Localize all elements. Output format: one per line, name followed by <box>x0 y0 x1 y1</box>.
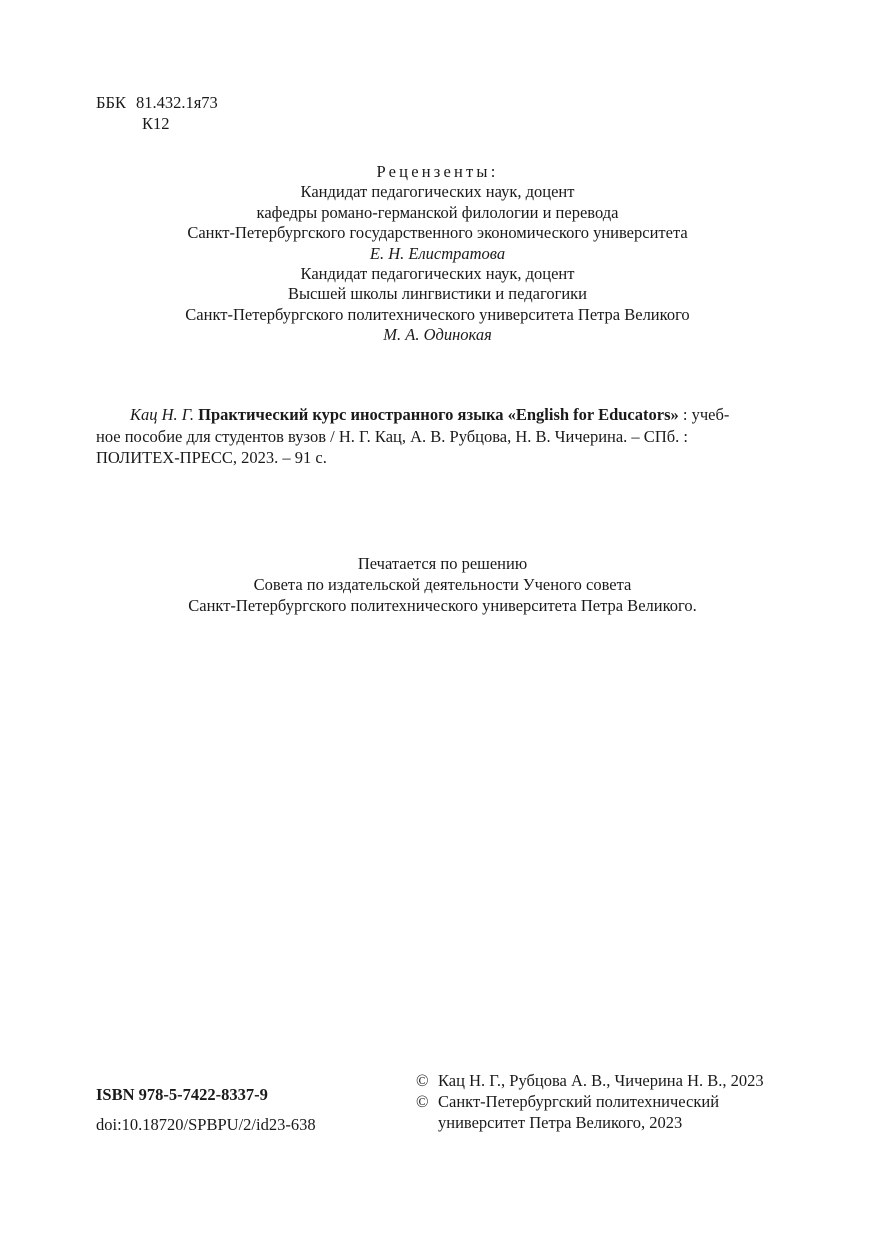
publication-approval <box>0 554 875 616</box>
isbn: ISBN 978-5-7422-8337-9 <box>96 1085 268 1104</box>
copyright-authors: Кац Н. Г., Рубцова А. В., Чичерина Н. В., 2023 <box>438 1071 764 1090</box>
reviewer-affiliation-line: Санкт-Петербургского политехнического университета Петра Великого <box>185 304 690 324</box>
bbk-code: 81.432.1я73 <box>135 93 218 112</box>
citation-line-2: ное пособие для студентов вузов / Н. Г. Кац, А. В. Рубцова, Н. В. Чичерина. – СПб. : <box>96 426 688 446</box>
author-mark: К12 <box>142 114 170 133</box>
copyright-university: Санкт-Петербургский политехнический <box>438 1092 720 1112</box>
bbk-label: ББК <box>96 93 126 112</box>
citation-line-3: ПОЛИТЕХ-ПРЕСС, 2023. – 91 с. <box>96 448 327 467</box>
reviewer-affiliation-line: Высшей школы лингвистики и педагогики <box>287 284 588 304</box>
citation-title: Практический курс иностранного языка «English for Educators» <box>198 405 679 424</box>
approval-line: Санкт-Петербургского политехнического университета Петра Великого. <box>188 595 697 615</box>
copyright-line-1 <box>416 1070 764 1091</box>
copyright-symbol: © <box>416 1071 429 1090</box>
bibliographic-citation <box>96 404 789 469</box>
copyright-line-2 <box>416 1091 764 1112</box>
citation-author: Кац Н. Г. <box>130 405 195 424</box>
copyright-line-3: университет Петра Великого, 2023 <box>438 1113 683 1133</box>
citation-line-1 <box>130 404 789 426</box>
reviewer-name: М. А. Одинокая <box>383 325 492 345</box>
reviewer-affiliation-line: кафедры романо-германской филологии и перевода <box>256 202 619 222</box>
reviewers-block <box>0 162 875 346</box>
approval-line: Печатается по решению <box>357 554 528 573</box>
copyright-block <box>416 1070 764 1134</box>
reviewer-affiliation-line: Кандидат педагогических наук, доцент <box>300 182 575 202</box>
citation-line1-rest: : учеб- <box>678 405 730 424</box>
doi: doi:10.18720/SPBPU/2/id23-638 <box>96 1115 316 1134</box>
bbk-block <box>96 92 218 134</box>
reviewers-lines <box>0 182 875 345</box>
approval-line: Совета по издательской деятельности Ученого совета <box>253 574 632 594</box>
copyright-symbol: © <box>416 1092 429 1112</box>
reviewer-affiliation-line: Кандидат педагогических наук, доцент <box>300 264 575 284</box>
bbk-row <box>96 92 218 113</box>
reviewers-heading: Рецензенты: <box>376 162 499 181</box>
reviewer-name: Е. Н. Елистратова <box>369 243 506 263</box>
reviewer-affiliation-line: Санкт-Петербургского государственного экономического университета <box>187 223 688 243</box>
